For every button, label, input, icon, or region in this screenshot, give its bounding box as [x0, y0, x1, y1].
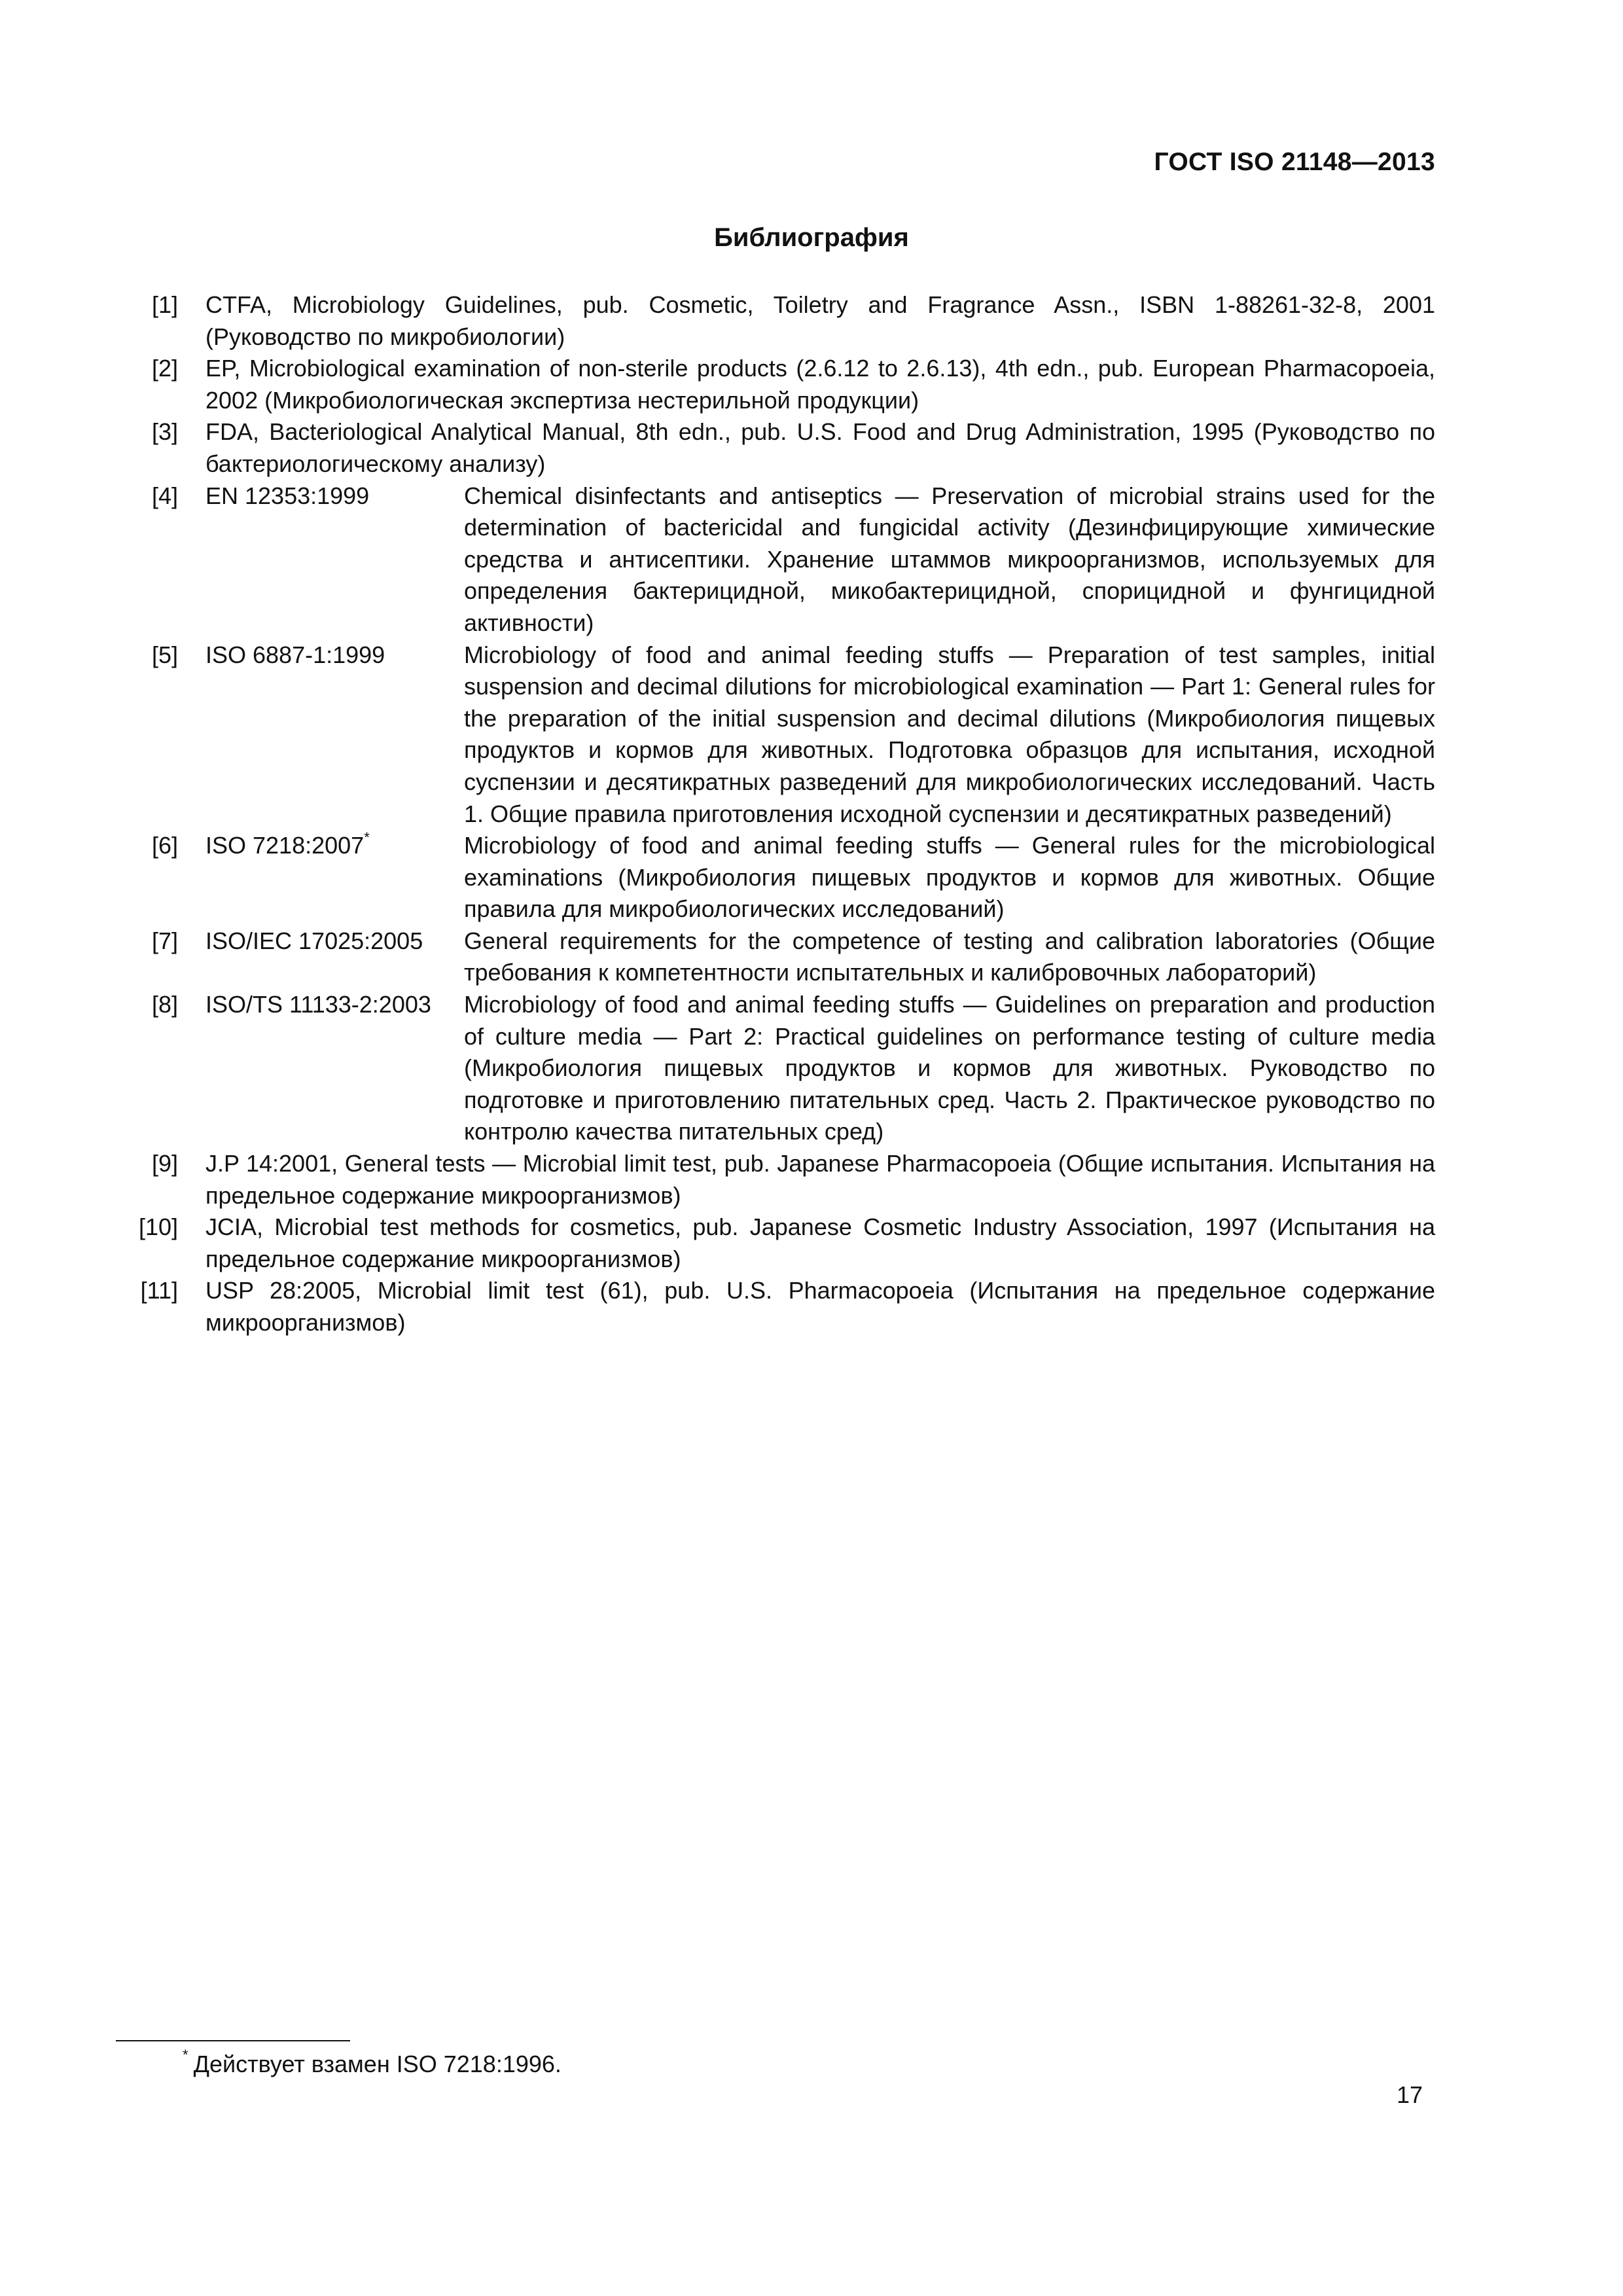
- entry-standard: ISO 6887-1:1999: [205, 641, 385, 668]
- entry-number: [4]: [151, 482, 178, 509]
- entry-standard: [205, 830, 464, 862]
- entry-standard: ISO/IEC 17025:2005: [205, 927, 423, 954]
- entry-description: General requirements for the competence of testing and calibration laboratories (Общие требования к компетентности испытательных и калибровочных лабораторий): [464, 927, 1435, 986]
- entry-number: [9]: [151, 1150, 178, 1177]
- footnote-separator: [116, 2040, 350, 2041]
- footnote-text: Действует взамен ISO 7218:1996.: [193, 2051, 562, 2077]
- entry-standard: EN 12353:1999: [205, 482, 370, 509]
- entry-number: [6]: [151, 832, 178, 859]
- bibliography-entry: [113, 1148, 1435, 1211]
- entry-number: [2]: [151, 355, 178, 382]
- bibliography-entry: [113, 353, 1435, 416]
- entry-description: Microbiology of food and animal feeding stuffs — Guidelines on preparation and production of culture media — Part 2: Practical guidelines on performance testing of culture media (Микробиология пищевых продуктов и кормов для животных. Руководство по подготовке и приготовлению питательных сред. Часть 2. Практическое руководство по контролю качества питательных сред): [464, 991, 1435, 1145]
- bibliography-entry: [113, 289, 1435, 353]
- entry-number: [5]: [151, 641, 178, 668]
- bibliography-entry: [113, 1211, 1435, 1275]
- entry-number: [3]: [151, 418, 178, 446]
- entry-text: USP 28:2005, Microbial limit test (61), pub. U.S. Pharmacopoeia (Испытания на предельное содержание микроорганизмов): [205, 1277, 1435, 1336]
- entry-text: CTFA, Microbiology Guidelines, pub. Cosmetic, Toiletry and Fragrance Assn., ISBN 1-88261-32-8, 2001 (Руководство по микробиологии): [205, 291, 1435, 350]
- entry-number: [10]: [138, 1213, 178, 1241]
- entry-text: EP, Microbiological examination of non-sterile products (2.6.12 to 2.6.13), 4th edn., pub. European Pharmacopoeia, 2002 (Микробиологическая экспертиза нестерильной продукции): [205, 355, 1435, 414]
- entry-text: JCIA, Microbial test methods for cosmetics, pub. Japanese Cosmetic Industry Association, 1997 (Испытания на предельное содержание микроорганизмов): [205, 1213, 1435, 1272]
- bibliography-title: Библиография: [714, 223, 909, 252]
- bibliography-entry: [113, 925, 1435, 989]
- entry-number: [11]: [140, 1277, 178, 1304]
- entry-number: [1]: [151, 291, 178, 318]
- entry-text: FDA, Bacteriological Analytical Manual, 8th edn., pub. U.S. Food and Drug Administration, 1995 (Руководство по бактериологическому анализу): [205, 418, 1435, 477]
- entry-text: J.P 14:2001, General tests — Microbial limit test, pub. Japanese Pharmacopoeia (Общие испытания. Испытания на предельное содержание микроорганизмов): [205, 1150, 1435, 1209]
- entry-description: Microbiology of food and animal feeding stuffs — General rules for the microbiological examinations (Микробиология пищевых продуктов и кормов для животных. Общие правила для микробиологических исследований): [464, 832, 1435, 923]
- footnote: [183, 2043, 562, 2080]
- footnote-mark: *: [183, 2047, 188, 2063]
- page-number: 17: [1396, 2081, 1423, 2108]
- entry-description: Microbiology of food and animal feeding stuffs — Preparation of test samples, initial suspension and decimal dilutions for microbiological examination — Part 1: General rules for the preparation of the initial suspension and decimal dilutions (Микробиология пищевых продуктов и кормов для животных. Подготовка образцов для испытания, исходной суспензии и десятикратных разведений для микробиологических исследований. Часть 1. Общие правила приготовления исходной суспензии и десятикратных разведений): [464, 641, 1435, 827]
- entry-standard: ISO/TS 11133-2:2003: [205, 991, 431, 1018]
- entry-standard-code: ISO 7218:2007: [205, 832, 365, 859]
- footnote-reference-mark: *: [364, 829, 370, 846]
- document-code: ГОСТ ISO 21148—2013: [1154, 148, 1435, 176]
- bibliography-entry: [113, 416, 1435, 480]
- bibliography-entry: [113, 639, 1435, 831]
- entry-number: [8]: [151, 991, 178, 1018]
- bibliography-entry: [113, 989, 1435, 1148]
- entry-number: [7]: [151, 927, 178, 954]
- bibliography-entry: [113, 1275, 1435, 1338]
- entry-description: Chemical disinfectants and antiseptics — Preservation of microbial strains used for the determination of bactericidal and fungicidal activity (Дезинфицирующие химические средства и антисептики. Хранение штаммов микроорганизмов, используемых для определения бактерицидной, микобактерицидной, спорицидной и фунгицидной активности): [464, 482, 1435, 636]
- bibliography-entry: [113, 480, 1435, 639]
- bibliography-entry: [113, 830, 1435, 925]
- bibliography-list: [113, 289, 1435, 1339]
